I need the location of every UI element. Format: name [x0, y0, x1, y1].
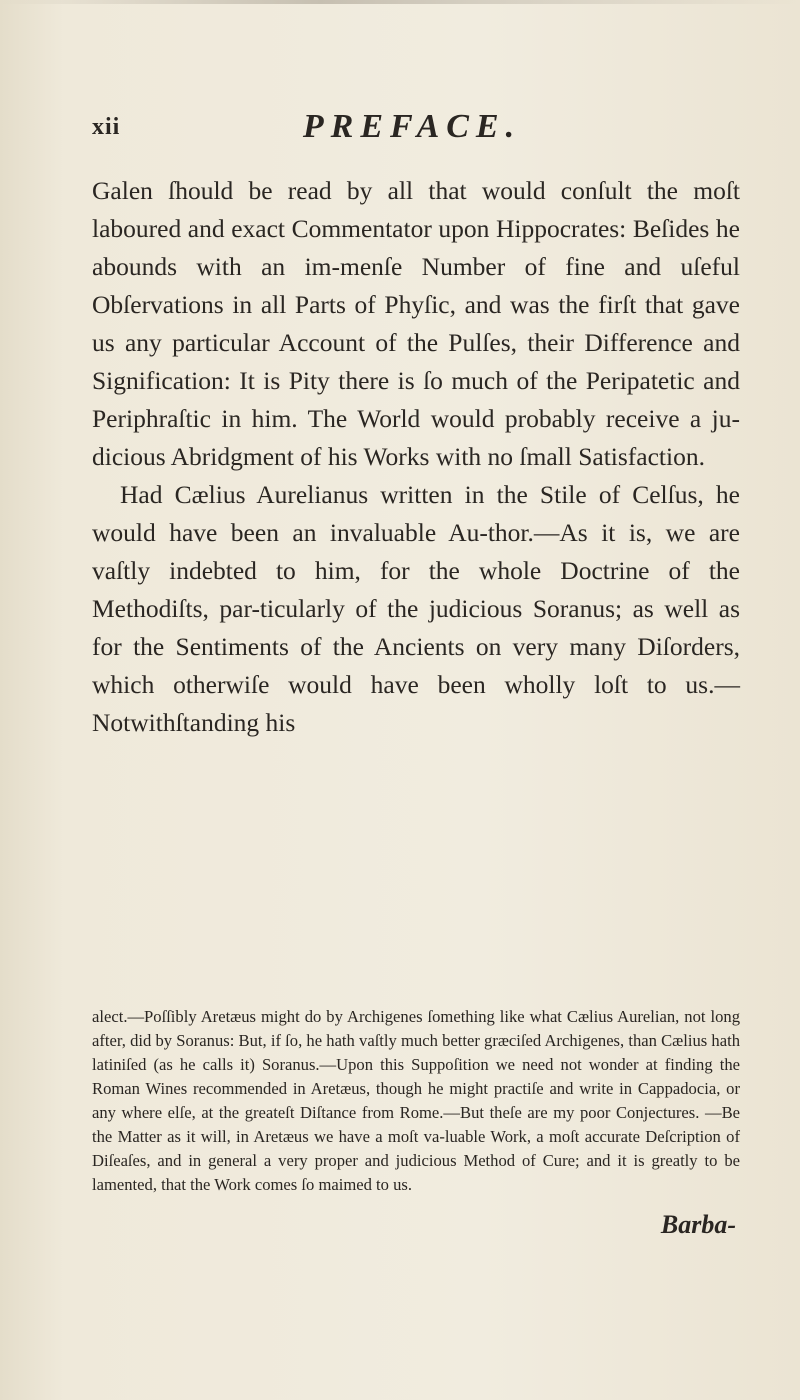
page-header: [92, 108, 732, 152]
page-number: xii: [92, 114, 121, 140]
main-text: [92, 172, 740, 742]
paragraph-caelius: Had Cælius Aurelianus written in the Stile of Celſus, he would have been an invaluable Au-thor.—As it is, we are vaſtly indebted to him, for the whole Doctrine of the Methodiſts, par-ticularly of the judicious Soranus; as well as for the Sentiments of the Ancients on very many Diſorders, which otherwiſe would have been wholly loſt to us.—Notwithſtanding his: [92, 480, 740, 737]
footnote-paragraph: alect.—Poſſibly Aretæus might do by Archigenes ſomething like what Cælius Aurelian, not long after, did by Soranus: But, if ſo, he hath vaſtly much better græciſed Archigenes, than Cælius hath latiniſed (as he calls it) Soranus.—Upon this Suppoſition we need not wonder at finding the Roman Wines recommended in Aretæus, though he might practiſe and write in Cappadocia, or any where elſe, at the greateſt Diſtance from Rome.—But theſe are my poor Conjectures. —Be the Matter as it will, in Aretæus we have a moſt va-luable Work, a moſt accurate Deſcription of Diſeaſes, and in general a very proper and judicious Method of Cure; and it is greatly to be lamented, that the Work comes ſo maimed to us.: [92, 1007, 740, 1194]
catchword: Barba-: [660, 1210, 736, 1239]
footnote-text: [92, 1005, 740, 1197]
paragraph-galen: Galen ſhould be read by all that would conſult the moſt laboured and exact Commentator upon Hippocrates: Beſides he abounds with an im-menſe Number of fine and uſeful Obſervations in all Parts of Phyſic, and was the firſt that gave us any particular Account of the Pulſes, their Difference and Signification: It is Pity there is ſo much of the Peripatetic and Periphraſtic in him. The World would probably receive a ju-dicious Abridgment of his Works with no ſmall Satisfaction.: [92, 176, 740, 471]
running-title: PREFACE.: [302, 108, 522, 145]
page-edge-shadow: [0, 0, 800, 4]
